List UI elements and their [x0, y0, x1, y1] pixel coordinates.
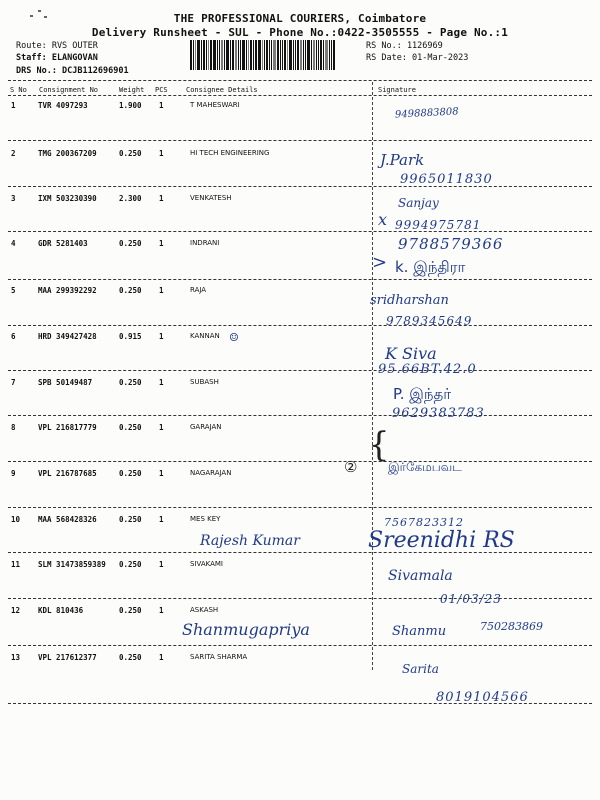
row-sno: 1: [11, 101, 16, 110]
barcode-bar: [333, 40, 335, 70]
row-sno: 3: [11, 194, 16, 203]
row-sno: 8: [11, 423, 16, 432]
route-label: Route: RVS OUTER: [16, 41, 98, 51]
row-rule: [8, 415, 592, 416]
row-consignee: GARAJAN: [190, 423, 222, 431]
row-sno: 10: [11, 515, 21, 524]
barcode-bar: [190, 40, 192, 70]
barcode-bar: [226, 40, 229, 70]
barcode-bar: [250, 40, 252, 70]
row-weight: 0.250: [119, 149, 142, 158]
barcode-bar: [284, 40, 286, 70]
r13-signature: Sarita: [402, 662, 439, 676]
row-weight: 0.250: [119, 653, 142, 662]
r3-signature: Sanjay: [398, 196, 439, 210]
barcode-bar: [318, 40, 319, 70]
barcode-bar: [230, 40, 231, 70]
row-weight: 0.250: [119, 606, 142, 615]
r12-name: Shanmugapriya: [182, 620, 310, 639]
barcode-bar: [331, 40, 332, 70]
row-consignment: VPL 217612377: [38, 653, 97, 662]
row-pcs: 1: [159, 423, 164, 432]
barcode-bar: [295, 40, 296, 70]
rs-number: RS No.: 1126969: [366, 41, 443, 51]
barcode-bar: [232, 40, 234, 70]
row-consignment: VPL 216817779: [38, 423, 97, 432]
barcode-bar: [195, 40, 196, 70]
row-consignee: HI TECH ENGINEERING: [190, 149, 270, 157]
row-consignment: HRD 349427428: [38, 332, 97, 341]
barcode-bar: [313, 40, 315, 70]
row-consignment: SLM 31473859389: [38, 560, 106, 569]
drs-number: DRS No.: DCJB112696901: [16, 66, 129, 76]
row-consignee: RAJA: [190, 286, 207, 294]
row-weight: 2.300: [119, 194, 142, 203]
row-pcs: 1: [159, 469, 164, 478]
row-consignment: MAA 299392292: [38, 286, 97, 295]
r10-name: Rajesh Kumar: [200, 533, 300, 549]
barcode-bar: [253, 40, 254, 70]
r12-signature: Shanmu: [392, 624, 447, 639]
row-rule: [8, 325, 592, 326]
r5-signature: sridharshan: [370, 293, 449, 308]
row-sno: 7: [11, 378, 16, 387]
row-rule: [8, 370, 592, 371]
col-consignment: Consignment No: [39, 86, 99, 94]
col-consignee: Consignee Details: [186, 86, 258, 94]
barcode-bar: [206, 40, 207, 70]
row-weight: 0.250: [119, 515, 142, 524]
row-consignee: SARITA SHARMA: [190, 653, 248, 661]
barcode-bar: [238, 40, 239, 70]
row-rule: [8, 507, 592, 508]
rs-date: RS Date: 01-Mar-2023: [366, 53, 469, 63]
barcode-bar: [248, 40, 249, 70]
r4-phone: 9788579366: [398, 235, 504, 253]
barcode-bar: [224, 40, 225, 70]
row-rule: [8, 279, 592, 280]
barcode-bar: [201, 40, 202, 70]
row-sno: 13: [11, 653, 21, 662]
barcode: [190, 40, 360, 70]
barcode-bar: [293, 40, 294, 70]
r12-phone: 750283869: [480, 620, 543, 633]
row-rule: [8, 598, 592, 599]
company-title: THE PROFESSIONAL COURIERS, Coimbatore: [173, 12, 427, 25]
r10-phone: 7567823312: [384, 516, 464, 529]
barcode-bar: [221, 40, 223, 70]
r4-mark: >: [372, 252, 388, 273]
barcode-bar: [242, 40, 245, 70]
barcode-bar: [235, 40, 237, 70]
row-rule: [8, 231, 592, 232]
barcode-bar: [287, 40, 288, 70]
r7-phone: 9629383783: [392, 406, 485, 421]
row-consignment: MAA 568428326: [38, 515, 97, 524]
row-sno: 11: [11, 560, 21, 569]
barcode-bar: [264, 40, 265, 70]
barcode-bar: [271, 40, 272, 70]
r6-phone: 95.66BT.42.0: [378, 362, 477, 377]
brace-mark: {: [368, 425, 390, 465]
row-pcs: 1: [159, 101, 164, 110]
r4-signature: k. இந்திரா: [395, 258, 466, 276]
row-pcs: 1: [159, 653, 164, 662]
barcode-bar: [289, 40, 292, 70]
row-consignment: VPL 216787685: [38, 469, 97, 478]
row-rule: [8, 186, 592, 187]
barcode-bar: [266, 40, 268, 70]
header-rule: [8, 95, 592, 96]
barcode-bar: [323, 40, 324, 70]
barcode-bar: [203, 40, 205, 70]
barcode-bar: [303, 40, 304, 70]
r9-mark: ②: [344, 458, 358, 476]
barcode-bar: [258, 40, 261, 70]
scan-speck: [38, 10, 41, 12]
row-sno: 6: [11, 332, 16, 341]
r10-signature: Sreenidhi RS: [368, 528, 515, 553]
row-sno: 9: [11, 469, 16, 478]
row-weight: 0.250: [119, 378, 142, 387]
barcode-bar: [262, 40, 263, 70]
barcode-bar: [193, 40, 194, 70]
barcode-bar: [269, 40, 270, 70]
staff-label: Staff: ELANGOVAN: [16, 53, 98, 63]
row-pcs: 1: [159, 239, 164, 248]
r2-phone: 9965011830: [400, 172, 493, 187]
barcode-bar: [273, 40, 276, 70]
row-rule: [8, 645, 592, 646]
row-consignee: SIVAKAMI: [190, 560, 223, 568]
col-sno: S No: [10, 86, 27, 94]
row-pcs: 1: [159, 332, 164, 341]
barcode-bar: [210, 40, 212, 70]
row-consignment: IXM 503230390: [38, 194, 97, 203]
col-signature: Signature: [378, 86, 416, 94]
row-weight: 0.250: [119, 469, 142, 478]
barcode-bar: [316, 40, 317, 70]
row-consignment: KDL 810436: [38, 606, 84, 615]
r2-signature: J.Park: [380, 151, 425, 169]
row-sno: 5: [11, 286, 16, 295]
row-weight: 0.250: [119, 423, 142, 432]
barcode-bar: [280, 40, 281, 70]
barcode-bar: [208, 40, 209, 70]
barcode-bar: [282, 40, 283, 70]
row-consignee: VENKATESH: [190, 194, 232, 202]
row-sno: 4: [11, 239, 16, 248]
row-consignment: GDR 5281403: [38, 239, 88, 248]
signature-column-divider: [372, 82, 373, 670]
row-consignee: ASKASH: [190, 606, 219, 614]
row-consignee: INDRANI: [190, 239, 220, 247]
barcode-bar: [311, 40, 312, 70]
r3-mark: x: [378, 210, 388, 229]
barcode-bar: [277, 40, 279, 70]
barcode-bar: [300, 40, 302, 70]
row-consignment: TMG 200367209: [38, 149, 97, 158]
r11-date: 01/03/23: [440, 592, 502, 606]
r11-signature: Sivamala: [388, 568, 453, 584]
row-pcs: 1: [159, 606, 164, 615]
barcode-bar: [305, 40, 306, 70]
barcode-bar: [320, 40, 322, 70]
row-consignee: SUBASH: [190, 378, 219, 386]
r1-phone: 9498883808: [394, 106, 459, 121]
row-consignment: TVR 4097293: [38, 101, 88, 110]
scan-speck: [30, 15, 33, 17]
barcode-bar: [240, 40, 241, 70]
barcode-bar: [297, 40, 299, 70]
row-rule: [8, 461, 592, 462]
barcode-bar: [213, 40, 216, 70]
row-pcs: 1: [159, 515, 164, 524]
r5-phone: 9789345649: [386, 314, 473, 328]
row-weight: 0.250: [119, 560, 142, 569]
row-consignment: SPB 50149487: [38, 378, 93, 387]
row-weight: 0.250: [119, 239, 142, 248]
barcode-bar: [325, 40, 328, 70]
barcode-bar: [307, 40, 310, 70]
table-top-rule: [8, 80, 592, 81]
row-consignee: T MAHESWARI: [190, 101, 240, 109]
row-rule: [8, 140, 592, 141]
row-sno: 12: [11, 606, 21, 615]
barcode-bar: [329, 40, 330, 70]
barcode-bar: [197, 40, 200, 70]
r3-phone: 9994975781: [395, 218, 482, 232]
barcode-bar: [219, 40, 220, 70]
barcode-bar: [255, 40, 257, 70]
smiley-mark: ☺: [229, 331, 239, 344]
r6-signature: K Siva: [385, 344, 437, 363]
row-pcs: 1: [159, 286, 164, 295]
row-pcs: 1: [159, 378, 164, 387]
row-weight: 1.900: [119, 101, 142, 110]
row-pcs: 1: [159, 149, 164, 158]
r9-signature: இர்கேமபவட: [388, 460, 462, 474]
row-consignee: MES KEY: [190, 515, 221, 523]
scan-speck: [44, 16, 47, 18]
row-sno: 2: [11, 149, 16, 158]
row-pcs: 1: [159, 560, 164, 569]
col-pcs: PCS: [155, 86, 168, 94]
barcode-bar: [246, 40, 247, 70]
row-weight: 0.250: [119, 286, 142, 295]
row-consignee: KANNAN: [190, 332, 220, 340]
row-weight: 0.915: [119, 332, 142, 341]
row-pcs: 1: [159, 194, 164, 203]
r13-phone: 8019104566: [436, 690, 529, 705]
r7-signature: P. இந்தர்: [393, 385, 452, 403]
runsheet-subtitle: Delivery Runsheet - SUL - Phone No.:0422-3505555 - Page No.:1: [91, 26, 509, 39]
col-weight: Weight: [119, 86, 145, 94]
barcode-bar: [217, 40, 218, 70]
row-consignee: NAGARAJAN: [190, 469, 232, 477]
